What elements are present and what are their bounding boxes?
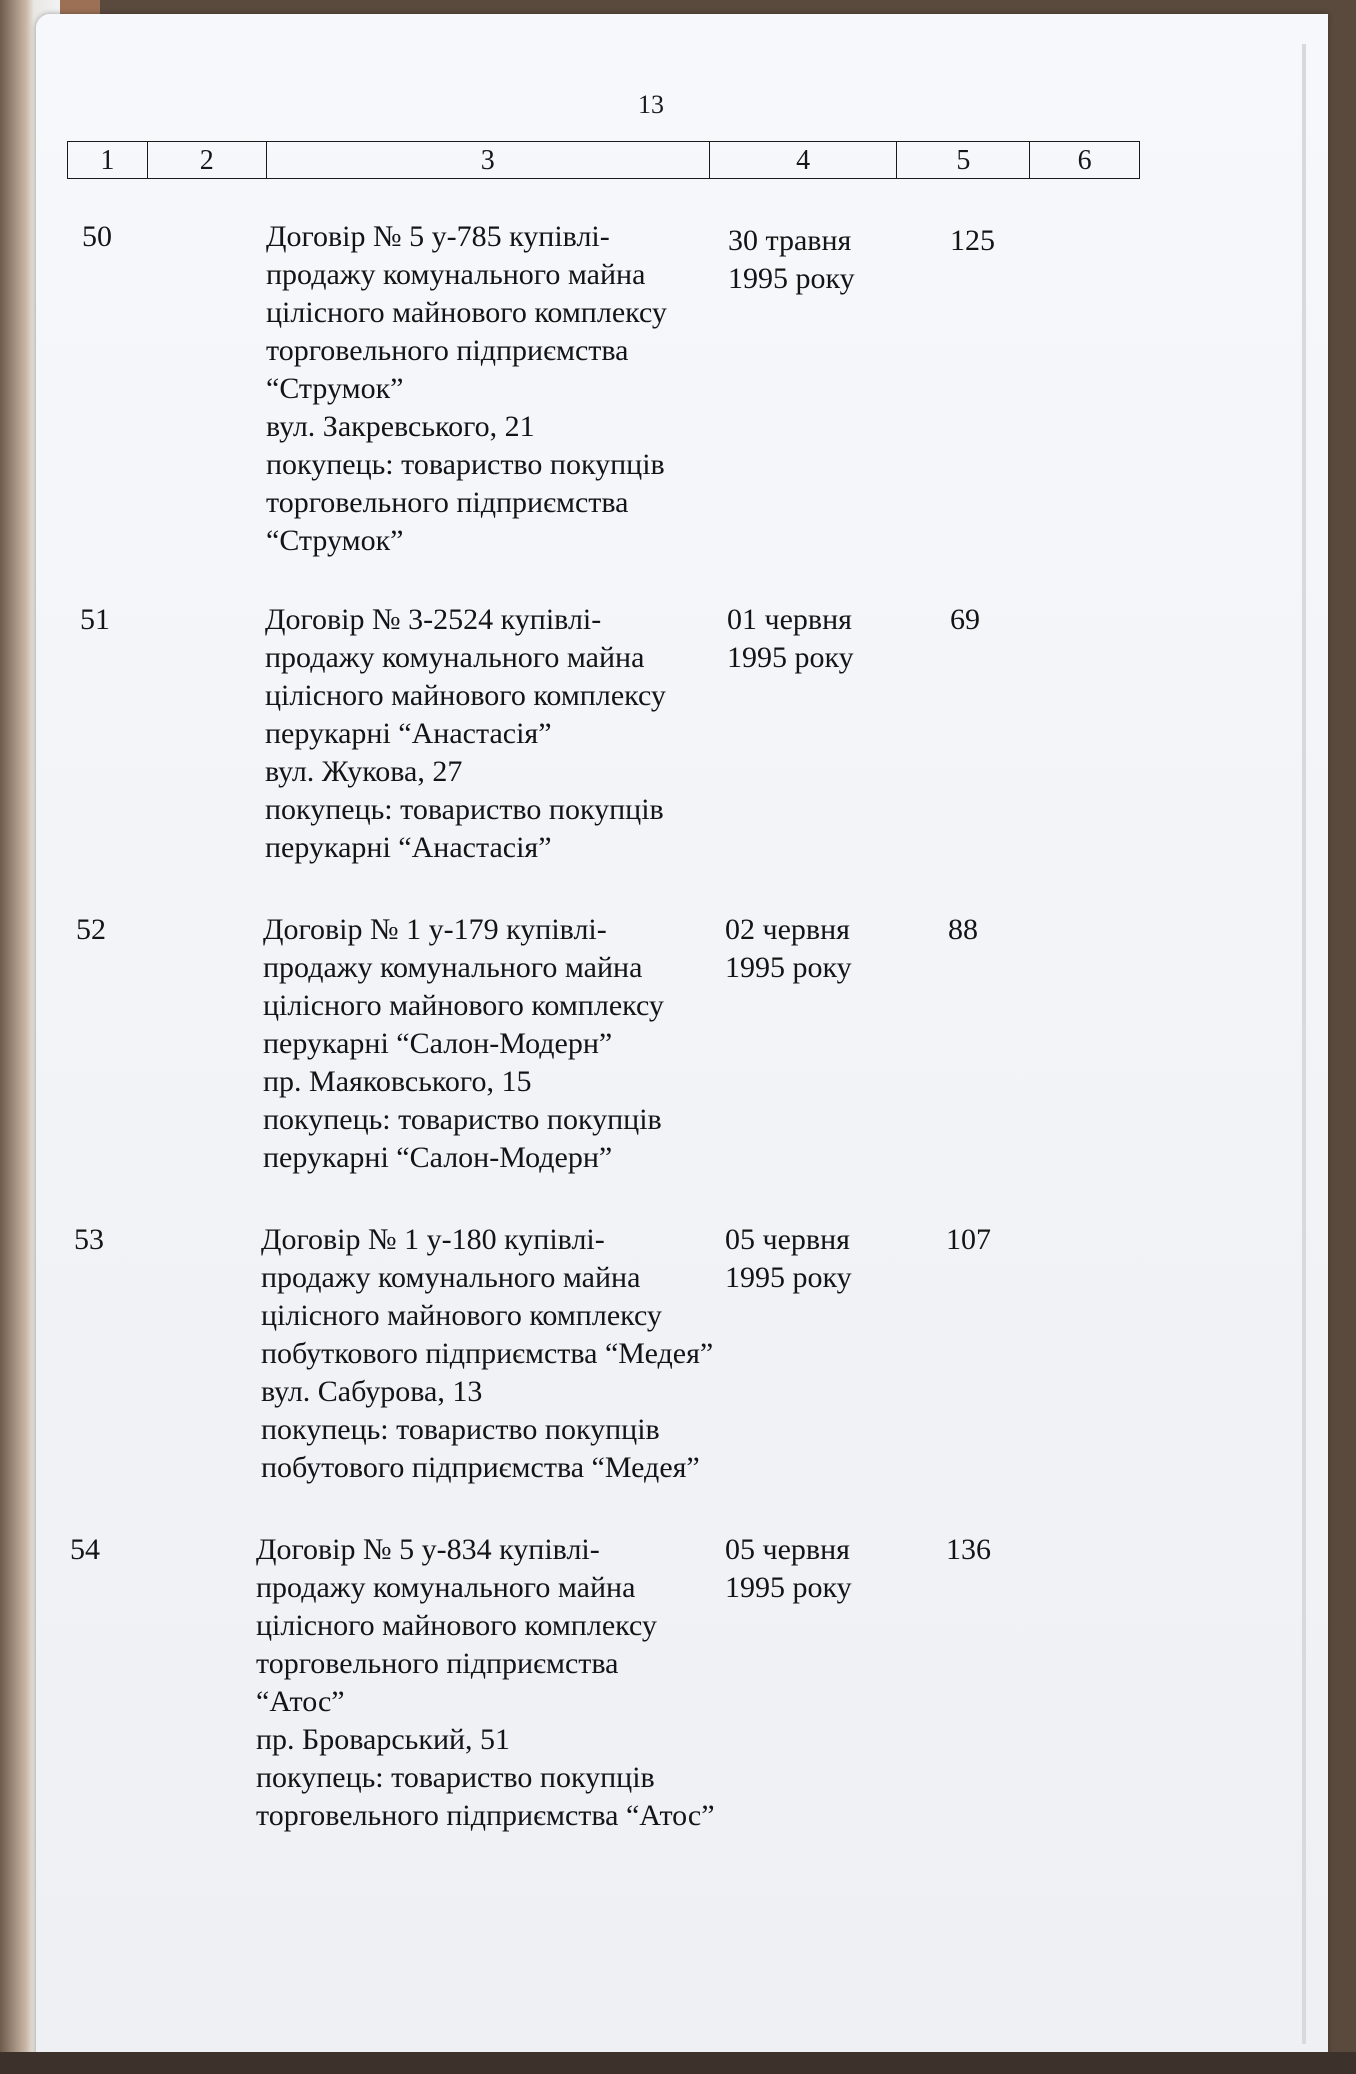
description-line: продажу комунального майна: [261, 1261, 641, 1294]
entry-page-count: 88: [948, 913, 978, 946]
description-line: вул. Закревського, 21: [266, 410, 535, 443]
description-line: торговельного підприємства “Атос”: [256, 1799, 715, 1832]
description-line: цілісного майнового комплексу: [261, 1299, 662, 1332]
description-line: продажу комунального майна: [263, 951, 643, 984]
date-line: 1995 року: [728, 262, 855, 295]
entry-date: [728, 222, 898, 298]
date-line: 1995 року: [727, 641, 854, 674]
entry-page-count: 136: [946, 1533, 991, 1566]
entry-description: [266, 218, 786, 560]
description-line: торговельного підприємства: [256, 1647, 619, 1680]
page-edge: [1302, 44, 1306, 2044]
description-line: Договір № 5 у-834 купівлі-: [256, 1533, 600, 1566]
entry-date: [725, 911, 895, 987]
description-line: покупець: товариство покупців: [261, 1413, 660, 1446]
entry-number: 54: [70, 1533, 100, 1566]
description-line: покупець: товариство покупців: [265, 793, 664, 826]
description-line: перукарні “Анастасія”: [265, 717, 552, 750]
description-line: цілісного майнового комплексу: [265, 679, 666, 712]
date-line: 1995 року: [725, 1261, 852, 1294]
entry-date: [725, 1221, 895, 1297]
description-line: вул. Жукова, 27: [265, 755, 463, 788]
header-cell-1: 1: [68, 142, 148, 178]
description-line: пр. Броварський, 51: [256, 1723, 511, 1756]
date-line: 1995 року: [725, 1571, 852, 1604]
date-line: 02 червня: [725, 913, 850, 946]
description-line: Договір № 1 у-180 купівлі-: [261, 1223, 605, 1256]
page-number: 13: [638, 90, 664, 119]
entry-number: 51: [80, 603, 110, 636]
description-line: побуткового підприємства “Медея”: [261, 1337, 714, 1370]
description-line: цілісного майнового комплексу: [263, 989, 664, 1022]
description-line: покупець: товариство покупців: [263, 1103, 662, 1136]
date-line: 05 червня: [725, 1223, 850, 1256]
entry-description: [261, 1221, 781, 1487]
entry-page-count: 69: [950, 603, 980, 636]
entry-description: [263, 911, 783, 1177]
description-line: перукарні “Салон-Модерн”: [263, 1141, 613, 1174]
entry-date: [727, 601, 897, 677]
description-line: пр. Маяковського, 15: [263, 1065, 532, 1098]
date-line: 05 червня: [725, 1533, 850, 1566]
date-line: 1995 року: [725, 951, 852, 984]
description-line: продажу комунального майна: [266, 258, 646, 291]
description-line: “Атос”: [256, 1685, 345, 1718]
description-line: Договір № 5 у-785 купівлі-: [266, 220, 610, 253]
entry-number: 50: [82, 220, 112, 253]
entry-page-count: 125: [950, 224, 995, 257]
description-line: перукарні “Анастасія”: [265, 831, 552, 864]
description-line: “Струмок”: [266, 372, 404, 405]
description-line: продажу комунального майна: [256, 1571, 636, 1604]
header-cell-6: 6: [1077, 145, 1092, 176]
entry-number: 52: [76, 913, 106, 946]
description-line: перукарні “Салон-Модерн”: [263, 1027, 613, 1060]
description-line: цілісного майнового комплексу: [266, 296, 667, 329]
header-cell-5: 5: [897, 142, 1030, 178]
entry-number: 53: [74, 1223, 104, 1256]
column-header-row: [67, 141, 1140, 179]
entry-description: [256, 1531, 776, 1835]
description-line: торговельного підприємства: [266, 486, 629, 519]
header-cell-2: 2: [148, 142, 267, 178]
entry-description: [265, 601, 785, 867]
description-line: “Струмок”: [266, 524, 404, 557]
description-line: Договір № 3-2524 купівлі-: [265, 603, 602, 636]
desk-bottom: [0, 2052, 1356, 2074]
header-cell-3: 3: [267, 142, 710, 178]
date-line: 01 червня: [727, 603, 852, 636]
description-line: побутового підприємства “Медея”: [261, 1451, 700, 1484]
date-line: 30 травня: [728, 224, 852, 257]
description-line: цілісного майнового комплексу: [256, 1609, 657, 1642]
description-line: покупець: товариство покупців: [256, 1761, 655, 1794]
header-cell-4: 4: [710, 142, 898, 178]
description-line: продажу комунального майна: [265, 641, 645, 674]
description-line: торговельного підприємства: [266, 334, 629, 367]
description-line: покупець: товариство покупців: [266, 448, 665, 481]
description-line: Договір № 1 у-179 купівлі-: [263, 913, 607, 946]
entry-date: [725, 1531, 895, 1607]
description-line: вул. Сабурова, 13: [261, 1375, 483, 1408]
entry-page-count: 107: [946, 1223, 991, 1256]
